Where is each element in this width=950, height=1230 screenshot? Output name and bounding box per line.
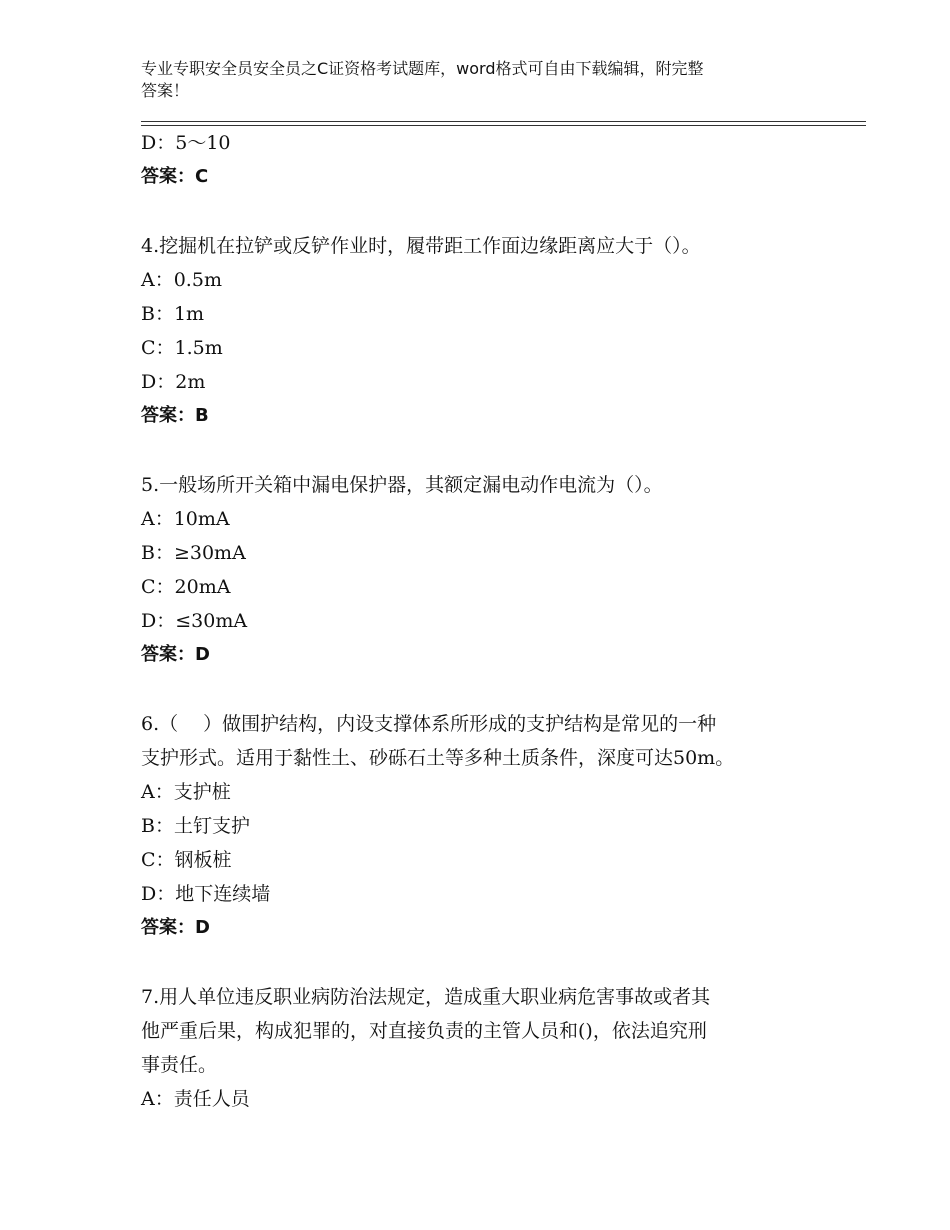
question-list — [141, 126, 866, 1116]
q3-option-d: D：5～10 — [141, 132, 231, 154]
q6-question-line-2: 支护形式。适用于黏性土、砂砾石土等多种土质条件，深度可达50m。 — [141, 747, 735, 769]
header-divider-top — [141, 121, 866, 122]
q4-option-d: D：2m — [141, 371, 206, 393]
q7-question-line-2: 他严重后果，构成犯罪的，对直接负责的主管人员和()，依法追究刑 — [141, 1020, 707, 1042]
q6-option-a: A：支护桩 — [141, 781, 231, 803]
header-line-2: 答案！ — [141, 81, 190, 100]
q5-option-d: D：≤30mA — [141, 610, 248, 632]
q7-question-line-3: 事责任。 — [141, 1054, 218, 1076]
q4-option-c: C：1.5m — [141, 337, 223, 359]
q7-option-a: A：责任人员 — [141, 1088, 250, 1110]
q6-question-line-1: 6.（ ）做围护结构，内设支撑体系所形成的支护结构是常见的一种 — [141, 713, 717, 735]
q5-option-a: A：10mA — [141, 508, 230, 530]
q4-option-a: A：0.5m — [141, 269, 222, 291]
q4-option-b: B：1m — [141, 303, 205, 325]
q7-question-line-1: 7.用人单位违反职业病防治法规定，造成重大职业病危害事故或者其 — [141, 986, 711, 1008]
q5-answer: 答案：D — [141, 644, 210, 665]
q6-option-c: C：钢板桩 — [141, 849, 232, 871]
q5-option-b: B：≥30mA — [141, 542, 246, 564]
q6-option-d: D：地下连续墙 — [141, 883, 271, 905]
q3-answer: 答案：C — [141, 166, 209, 187]
document-header — [141, 58, 821, 102]
q5-question: 5.一般场所开关箱中漏电保护器，其额定漏电动作电流为（）。 — [141, 474, 663, 496]
q4-question: 4.挖掘机在拉铲或反铲作业时，履带距工作面边缘距离应大于（）。 — [141, 235, 701, 257]
q5-option-c: C：20mA — [141, 576, 231, 598]
header-line-1: 专业专职安全员安全员之C证资格考试题库，word格式可自由下载编辑，附完整 — [141, 59, 704, 78]
q6-answer: 答案：D — [141, 917, 210, 938]
q4-answer: 答案：B — [141, 405, 209, 426]
q6-option-b: B：土钉支护 — [141, 815, 250, 837]
